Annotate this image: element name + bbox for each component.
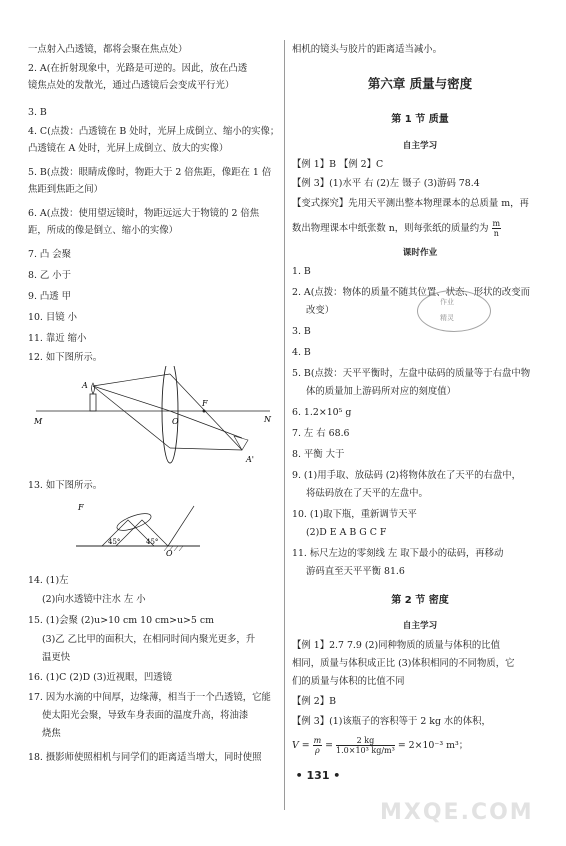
answer-12: 12. 如下图所示。 — [28, 352, 103, 363]
stamp-text: 作业 — [440, 298, 454, 306]
answer-line: 体的质量加上游码所对应的刻度值） — [306, 386, 457, 397]
answer-8: 8. 乙 小于 — [28, 270, 72, 281]
answer-line: 相同，质量与体积成正比 (3)体积相同的不同物质，它 — [292, 658, 515, 669]
answer-line: 改变） — [306, 305, 335, 316]
outgoing-ray — [168, 506, 194, 546]
answer-9: 9. (1)用手取、放砝码 (2)将物体放在了天平的右盘中， — [292, 470, 521, 481]
density-example-1: 【例 1】2.7 7.9 (2)同种物质的质量与体积的比值 — [292, 640, 501, 651]
image-arrow — [234, 436, 248, 450]
angle-label-1: 45° — [108, 538, 121, 546]
subsection-title: 课时作业 — [402, 248, 438, 258]
answer-11: 11. 标尺左边的零刻线 左 取下最小的砝码，再移动 — [292, 548, 504, 559]
fraction-denominator: 1.0×10³ kg/m³ — [336, 746, 395, 755]
answer-line: 将砝码放在了天平的左盘中。 — [306, 488, 428, 499]
answer-line: 距，所成的像是倒立、缩小的实像） — [28, 225, 179, 236]
answer-10: 10. 目镜 小 — [28, 312, 77, 323]
label-m: M — [34, 417, 43, 426]
stamp-logo — [417, 290, 491, 332]
answer-line: 们的质量与体积的比值不同 — [292, 676, 405, 687]
answer-line: (3)乙 乙比甲的面积大，在相同时间内聚光更多，升 — [42, 634, 256, 645]
answer-line: 凸透镜在 A 处时，光屏上成倒立、放大的实像） — [28, 143, 229, 154]
answer-1: 1. B — [292, 266, 311, 277]
section-title: 第 1 节 质量 — [391, 114, 449, 125]
answer-line: 烧焦 — [42, 728, 61, 739]
column-divider — [284, 40, 285, 810]
answer-16: 16. (1)C (2)D (3)近视眼，凹透镜 — [28, 672, 173, 683]
answer-10: 10. (1)取下瓶，重新调节天平 — [292, 509, 417, 520]
answer-11: 11. 靠近 缩小 — [28, 333, 87, 344]
reflection-diagram — [72, 494, 222, 556]
answer-6: 6. A(点拨：使用望远镜时，物距远远大于物镜的 2 倍焦 — [28, 208, 260, 219]
answer-line: 使太阳光会聚，导致车身表面的温度升高，将油漆 — [42, 710, 249, 721]
answer-15: 15. (1)会聚 (2)u>10 cm 10 cm>u>5 cm — [28, 615, 214, 626]
example-3: 【例 3】(1)水平 右 (2)左 镊子 (3)游码 78.4 — [292, 178, 480, 189]
answer-line: (2)D E A B G C F — [306, 527, 387, 538]
fraction-denominator: n — [493, 229, 499, 238]
fraction — [336, 736, 395, 755]
answer-7: 7. 凸 会聚 — [28, 249, 72, 260]
stamp-text: 精灵 — [440, 314, 454, 322]
answer-13: 13. 如下图所示。 — [28, 480, 103, 491]
answer-line: 温更快 — [42, 652, 71, 663]
ray-1 — [93, 374, 170, 386]
candle-object — [90, 394, 96, 411]
answer-5: 5. B(点拨：天平平衡时，左盘中砝码的质量等于右盘中物 — [292, 368, 531, 379]
label-n: N — [264, 415, 271, 424]
ray-3 — [93, 386, 170, 448]
volume-formula — [292, 736, 468, 755]
answer-2: 2. A(在折射现象中，光路是可逆的。因此，放在凸透 — [28, 63, 248, 74]
answer-line: 一点射入凸透镜，都将会聚在焦点处） — [28, 44, 188, 55]
ray-3-refracted — [170, 448, 242, 450]
answer-14: 14. (1)左 — [28, 575, 69, 586]
answer-line: (2)向水透镜中注水 左 小 — [42, 594, 146, 605]
answer-4: 4. C(点拨：凸透镜在 B 处时，光屏上成倒立、缩小的实像； — [28, 126, 280, 137]
formula-lhs: V = — [292, 740, 310, 751]
lens-shape — [115, 510, 153, 534]
ray-2 — [93, 386, 170, 411]
ray-1-refracted — [170, 374, 242, 450]
label-f: F — [202, 399, 208, 408]
fraction-denominator: ρ — [315, 746, 320, 755]
subsection-title: 自主学习 — [402, 621, 438, 631]
answer-6: 6. 1.2×10⁵ g — [292, 407, 352, 418]
answer-8: 8. 平衡 大于 — [292, 449, 345, 460]
label-o: O — [166, 549, 173, 556]
density-example-3: 【例 3】(1)该瓶子的容积等于 2 kg 水的体积， — [292, 716, 491, 727]
fraction-numerator: m — [313, 736, 322, 745]
answer-line: 焦距到焦距之间） — [28, 184, 104, 195]
answer-3: 3. B — [28, 107, 47, 118]
label-o: O — [172, 417, 179, 426]
chapter-title: 第六章 质量与密度 — [367, 76, 473, 91]
answer-2: 2. A(点拨：物体的质量不随其位置、状态、形状的改变而 — [292, 287, 530, 298]
answer-line: 游码直至天平平衡 81.6 — [306, 566, 405, 577]
variant-inquiry: 【变式探究】先用天平测出整本物理课本的总质量 m，再 — [292, 198, 529, 209]
answer-4: 4. B — [292, 347, 311, 358]
answer-3: 3. B — [292, 326, 311, 337]
fraction — [313, 736, 323, 755]
answer-7: 7. 左 右 68.6 — [292, 428, 350, 439]
answer-line — [292, 219, 501, 238]
watermark: MXQE.COM — [380, 800, 534, 825]
example-1-2: 【例 1】B 【例 2】C — [292, 159, 384, 170]
answer-line: 镜焦点处的发散光，通过凸透镜后会变成平行光） — [28, 80, 235, 91]
formula-rhs: = 2×10⁻³ m³； — [397, 740, 469, 751]
answer-9: 9. 凸透 甲 — [28, 291, 72, 302]
answer-5: 5. B(点拨：眼睛成像时，物距大于 2 倍焦距，像距在 1 倍 — [28, 167, 272, 178]
variant-text: 数出物理课本中纸张数 n，则每张纸的质量约为 — [292, 223, 489, 234]
label-a-prime: A' — [246, 455, 254, 464]
lens-ray-diagram — [28, 366, 278, 476]
flame — [92, 383, 95, 394]
fraction — [492, 219, 502, 238]
focal-point — [203, 410, 206, 413]
label-a: A — [82, 381, 88, 390]
section-title: 第 2 节 密度 — [391, 595, 449, 606]
ray-2-continued — [170, 411, 242, 438]
formula-equals: = — [325, 740, 334, 751]
answer-line: 相机的镜头与胶片的距离适当减小。 — [292, 44, 443, 55]
fraction-numerator: m — [492, 219, 501, 228]
density-example-2: 【例 2】B — [292, 696, 336, 707]
fraction-numerator: 2 kg — [336, 736, 395, 746]
angle-label-2: 45° — [146, 538, 159, 546]
answer-18: 18. 摄影师使照相机与同学们的距离适当增大，同时使照 — [28, 752, 262, 763]
label-f: F — [78, 503, 84, 512]
page-number: • 131 • — [295, 769, 341, 782]
subsection-title: 自主学习 — [402, 141, 438, 151]
answer-17: 17. 因为水滴的中间厚，边缘薄，相当于一个凸透镜，它能 — [28, 692, 271, 703]
